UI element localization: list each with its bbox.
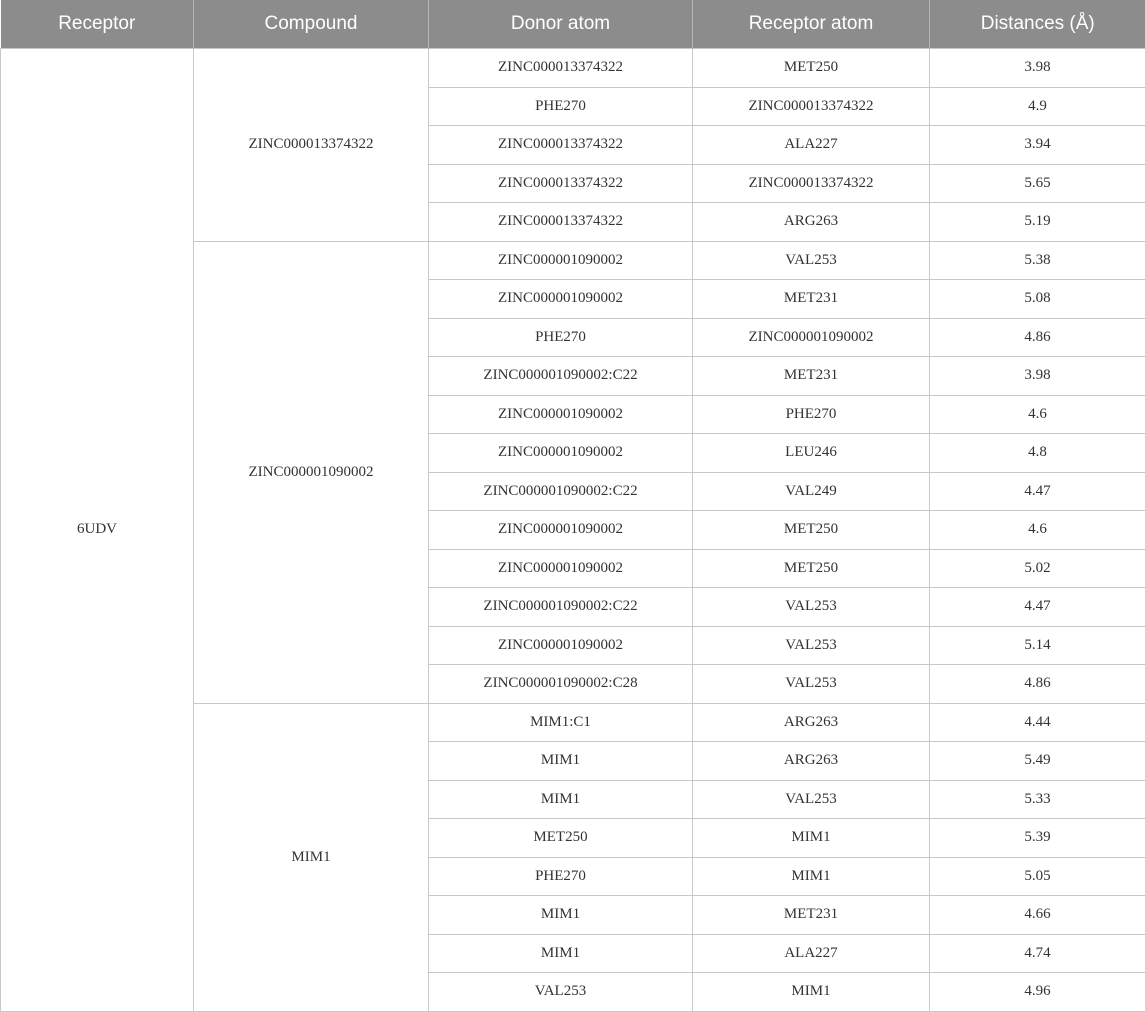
receptor-cell: 6UDV (1, 49, 194, 1012)
receptor-atom-cell: MET231 (693, 280, 930, 319)
header-distances: Distances (Å) (930, 0, 1145, 49)
donor-atom-cell: ZINC000013374322 (429, 49, 693, 88)
donor-atom-cell: ZINC000001090002 (429, 280, 693, 319)
distance-cell: 4.44 (930, 703, 1145, 742)
distance-cell: 4.47 (930, 588, 1145, 627)
distance-cell: 5.33 (930, 780, 1145, 819)
donor-atom-cell: ZINC000001090002:C28 (429, 665, 693, 704)
receptor-atom-cell: MET250 (693, 49, 930, 88)
distance-cell: 4.47 (930, 472, 1145, 511)
receptor-atom-cell: VAL253 (693, 626, 930, 665)
receptor-atom-cell: ZINC000001090002 (693, 318, 930, 357)
donor-atom-cell: MET250 (429, 819, 693, 858)
receptor-atom-cell: MIM1 (693, 973, 930, 1012)
receptor-atom-cell: ARG263 (693, 703, 930, 742)
table-row (1, 49, 1145, 88)
donor-atom-cell: PHE270 (429, 857, 693, 896)
distance-cell: 5.65 (930, 164, 1145, 203)
receptor-atom-cell: VAL249 (693, 472, 930, 511)
receptor-atom-cell: VAL253 (693, 665, 930, 704)
receptor-atom-cell: ALA227 (693, 126, 930, 165)
distance-cell: 5.19 (930, 203, 1145, 242)
receptor-atom-cell: ZINC000013374322 (693, 87, 930, 126)
donor-atom-cell: MIM1 (429, 934, 693, 973)
distance-cell: 5.49 (930, 742, 1145, 781)
donor-atom-cell: VAL253 (429, 973, 693, 1012)
receptor-atom-cell: ARG263 (693, 203, 930, 242)
receptor-atom-cell: ZINC000013374322 (693, 164, 930, 203)
donor-atom-cell: ZINC000001090002:C22 (429, 357, 693, 396)
receptor-atom-cell: VAL253 (693, 780, 930, 819)
header-receptor-atom: Receptor atom (693, 0, 930, 49)
distance-cell: 4.96 (930, 973, 1145, 1012)
receptor-atom-cell: PHE270 (693, 395, 930, 434)
distance-cell: 4.86 (930, 665, 1145, 704)
distance-cell: 5.14 (930, 626, 1145, 665)
receptor-atom-cell: ARG263 (693, 742, 930, 781)
donor-atom-cell: PHE270 (429, 318, 693, 357)
distance-cell: 3.98 (930, 357, 1145, 396)
distance-cell: 4.8 (930, 434, 1145, 473)
donor-atom-cell: ZINC000001090002:C22 (429, 588, 693, 627)
table-body (1, 49, 1145, 1012)
donor-atom-cell: ZINC000001090002 (429, 549, 693, 588)
donor-atom-cell: ZINC000001090002 (429, 434, 693, 473)
distance-cell: 3.98 (930, 49, 1145, 88)
donor-atom-cell: ZINC000001090002 (429, 511, 693, 550)
compound-cell: ZINC000013374322 (194, 49, 429, 242)
compound-cell: ZINC000001090002 (194, 241, 429, 703)
donor-atom-cell: PHE270 (429, 87, 693, 126)
distance-cell: 4.6 (930, 511, 1145, 550)
distance-cell: 3.94 (930, 126, 1145, 165)
receptor-atom-cell: ALA227 (693, 934, 930, 973)
donor-atom-cell: MIM1:C1 (429, 703, 693, 742)
header-receptor: Receptor (1, 0, 194, 49)
distance-cell: 5.02 (930, 549, 1145, 588)
distance-cell: 4.6 (930, 395, 1145, 434)
distance-cell: 4.66 (930, 896, 1145, 935)
donor-atom-cell: ZINC000013374322 (429, 126, 693, 165)
compound-cell: MIM1 (194, 703, 429, 1011)
receptor-atom-cell: VAL253 (693, 241, 930, 280)
distance-cell: 4.74 (930, 934, 1145, 973)
distance-cell: 4.9 (930, 87, 1145, 126)
receptor-atom-cell: VAL253 (693, 588, 930, 627)
header-compound: Compound (194, 0, 429, 49)
donor-atom-cell: ZINC000001090002 (429, 241, 693, 280)
donor-atom-cell: ZINC000001090002 (429, 626, 693, 665)
donor-atom-cell: ZINC000001090002 (429, 395, 693, 434)
distance-cell: 5.39 (930, 819, 1145, 858)
header-row (1, 0, 1145, 49)
receptor-atom-cell: MET250 (693, 549, 930, 588)
distance-cell: 4.86 (930, 318, 1145, 357)
distance-cell: 5.38 (930, 241, 1145, 280)
donor-atom-cell: MIM1 (429, 896, 693, 935)
header-donor-atom: Donor atom (429, 0, 693, 49)
receptor-atom-cell: MIM1 (693, 857, 930, 896)
donor-atom-cell: MIM1 (429, 742, 693, 781)
distance-cell: 5.08 (930, 280, 1145, 319)
donor-atom-cell: ZINC000001090002:C22 (429, 472, 693, 511)
receptor-atom-cell: MIM1 (693, 819, 930, 858)
receptor-atom-cell: MET231 (693, 896, 930, 935)
donor-atom-cell: ZINC000013374322 (429, 164, 693, 203)
receptor-atom-cell: LEU246 (693, 434, 930, 473)
donor-atom-cell: MIM1 (429, 780, 693, 819)
receptor-atom-cell: MET231 (693, 357, 930, 396)
receptor-atom-cell: MET250 (693, 511, 930, 550)
distance-cell: 5.05 (930, 857, 1145, 896)
donor-atom-cell: ZINC000013374322 (429, 203, 693, 242)
